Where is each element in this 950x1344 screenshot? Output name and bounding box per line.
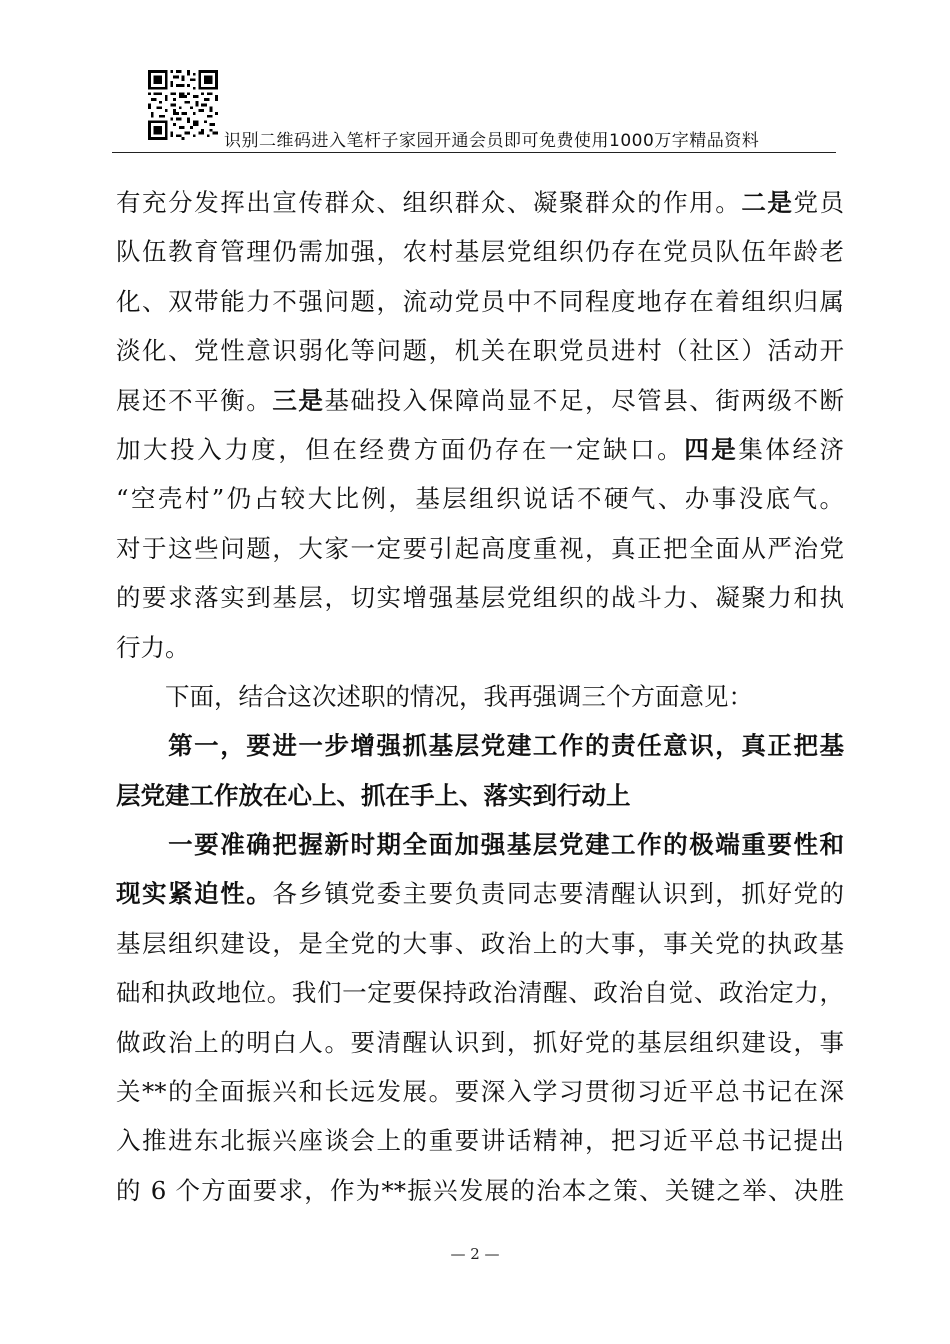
bold-text: 四是 [684, 434, 739, 464]
text-run: 对于这些问题，大家一定要引起高度重视，真正把全面从严治党 [116, 533, 844, 563]
bold-text: 第一，要进一步增强抓基层党建工作的责任意识，真正把基 [116, 731, 844, 761]
document-body [116, 178, 844, 1215]
bold-text: 一要准确把握新时期全面加强基层党建工作的极端重要性和 [116, 830, 844, 860]
text-line [116, 573, 844, 622]
bold-text: 三是 [272, 385, 325, 415]
text-run: 行力。 [116, 632, 190, 662]
text-line [116, 820, 844, 869]
text-run: 入推进东北振兴座谈会上的重要讲话精神，把习近平总书记提出 [116, 1126, 844, 1156]
bold-text: 二是 [741, 188, 794, 217]
text-run: 基础投入保障尚显不足，尽管县、街两级不断 [324, 385, 845, 415]
text-line [116, 672, 844, 721]
text-line [116, 178, 844, 227]
text-run: “空壳村”仍占较大比例，基层组织说话不硬气、办事没底气。 [116, 484, 844, 514]
text-line [116, 869, 844, 918]
text-line [116, 919, 844, 968]
text-run: 础和执政地位。我们一定要保持政治清醒、政治自觉、政治定力， [116, 978, 844, 1008]
text-run: 淡化、党性意识弱化等问题，机关在职党员进村（社区）活动开 [116, 336, 844, 366]
text-run: 党员 [793, 188, 845, 217]
text-line [116, 227, 844, 276]
qr-code-icon [146, 70, 220, 140]
page-number: — 2 — [450, 1245, 500, 1263]
text-line [116, 968, 844, 1017]
text-line [116, 425, 844, 474]
text-line [116, 1116, 844, 1165]
text-line [116, 474, 844, 523]
header-divider [112, 152, 836, 153]
text-line [116, 1067, 844, 1116]
text-line [116, 326, 844, 375]
text-line [116, 524, 844, 573]
text-run: 有充分发挥出宣传群众、组织群众、凝聚群众的作用。 [116, 188, 742, 217]
text-line [116, 1018, 844, 1067]
header-caption: 识别二维码进入笔杆子家园开通会员即可免费使用1000万字精品资料 [224, 131, 760, 151]
text-line [116, 771, 844, 820]
text-run: 关**的全面振兴和长远发展。要深入学习贯彻习近平总书记在深 [116, 1077, 844, 1107]
text-line [116, 277, 844, 326]
text-line [116, 376, 844, 425]
text-run: 基层组织建设，是全党的大事、政治上的大事，事关党的执政基 [116, 928, 844, 958]
text-run: 下面，结合这次述职的情况，我再强调三个方面意见： [116, 681, 753, 711]
text-line [116, 1166, 844, 1215]
text-run: 集体经济 [738, 434, 845, 464]
bold-text: 现实紧迫性。 [116, 879, 273, 909]
text-run: 做政治上的明白人。要清醒认识到，抓好党的基层组织建设，事 [116, 1027, 844, 1057]
text-line [116, 721, 844, 770]
text-run: 队伍教育管理仍需加强，农村基层党组织仍存在党员队伍年龄老 [116, 237, 844, 267]
bold-text: 层党建工作放在心上、抓在手上、落实到行动上 [116, 780, 631, 810]
text-run: 的 6 个方面要求，作为**振兴发展的治本之策、关键之举、决胜 [116, 1175, 844, 1205]
text-run: 化、双带能力不强问题，流动党员中不同程度地存在着组织归属 [116, 286, 844, 316]
text-run: 展还不平衡。 [116, 385, 273, 415]
text-line [116, 623, 844, 672]
text-run: 各乡镇党委主要负责同志要清醒认识到，抓好党的 [272, 879, 845, 909]
text-run: 的要求落实到基层，切实增强基层党组织的战斗力、凝聚力和执 [116, 583, 844, 613]
text-run: 加大投入力度，但在经费方面仍存在一定缺口。 [116, 434, 685, 464]
